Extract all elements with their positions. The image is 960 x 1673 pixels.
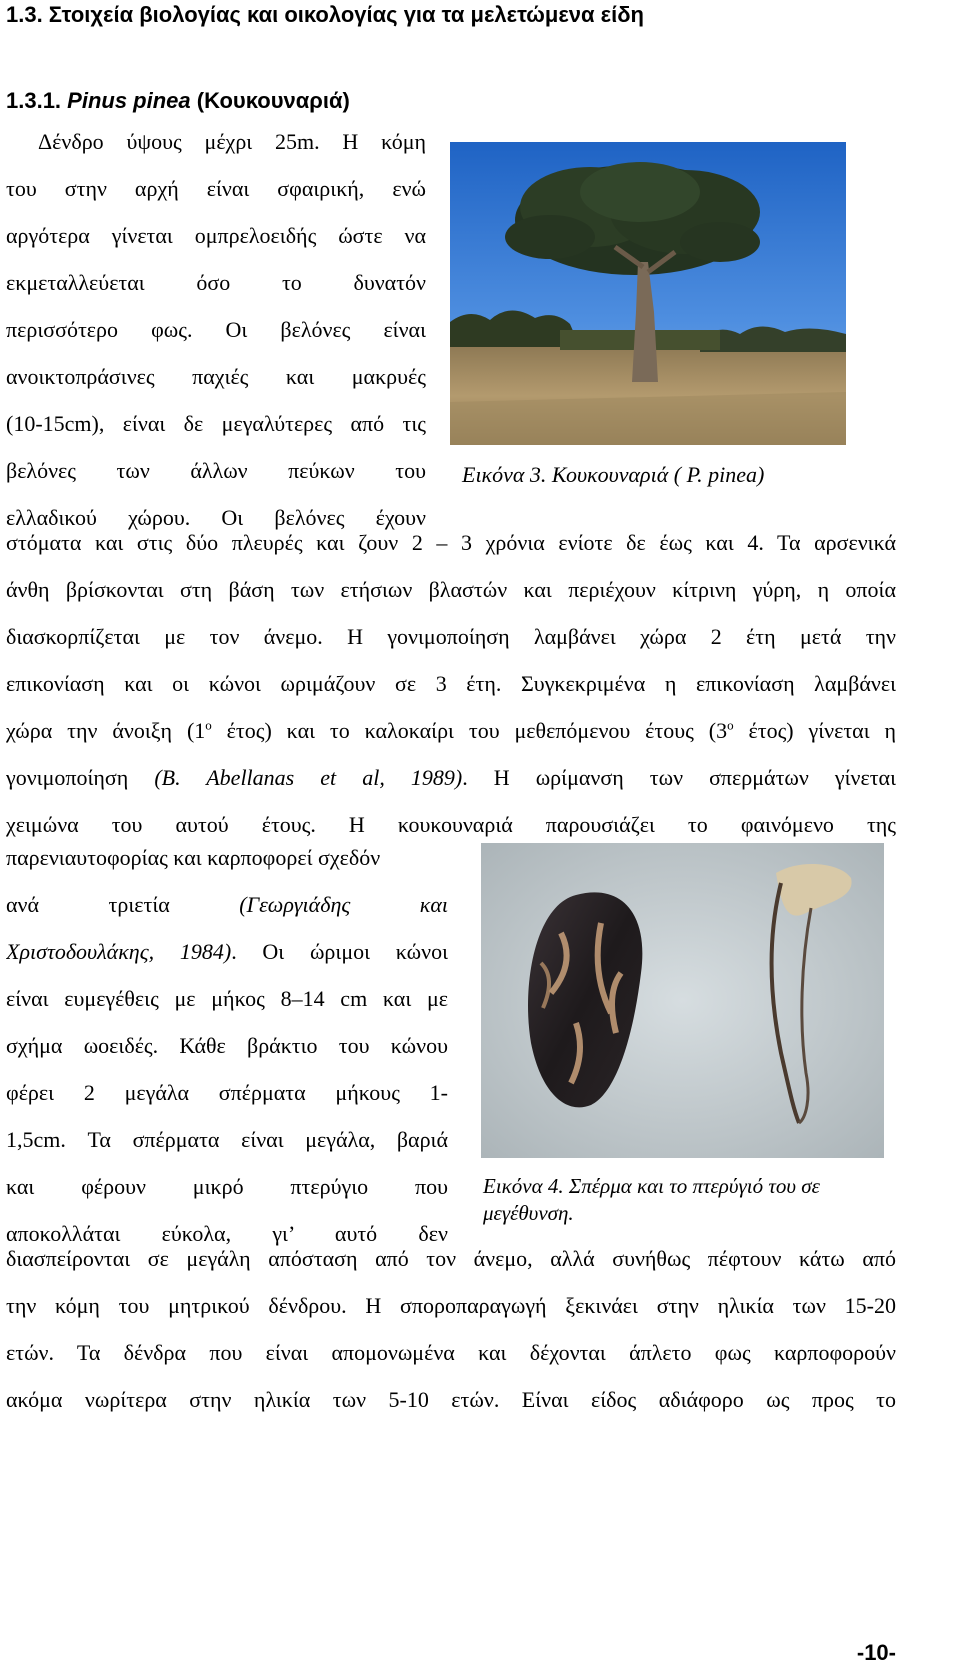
figure-3-caption: Εικόνα 3. Κουκουναριά ( P. pinea) xyxy=(462,462,765,487)
subsection-title xyxy=(6,88,350,114)
text-fragment: ανά τριετία xyxy=(6,892,240,917)
seed-and-wing-photo xyxy=(481,843,884,1158)
text-line: επικονίαση και οι κώνοι ωριμάζουν σε 3 έτη. Συγκεκριμένα η επικονίαση λαμβάνει xyxy=(6,671,896,696)
pine-tree-photo xyxy=(450,142,846,445)
text-line: είναι ευμεγέθεις με μήκος 8–14 cm και με xyxy=(6,986,448,1011)
text-line: Δένδρο ύψους μέχρι 25m. Η κόμη xyxy=(38,129,426,154)
text-line xyxy=(6,881,448,928)
full-paragraph-block-1 xyxy=(6,519,896,848)
text-line xyxy=(6,928,448,975)
citation: (B. Abellanas et al, 1989) xyxy=(154,765,463,790)
text-line: ελλαδικού χώρου. Οι βελόνες έχουν xyxy=(6,505,426,530)
text-line: σχήμα ωοειδές. Κάθε βράκτιο του κώνου xyxy=(6,1033,448,1058)
text-line: αργότερα γίνεται ομπρελοειδής ώστε να xyxy=(6,223,426,248)
common-name: (Κουκουναριά) xyxy=(196,88,350,113)
text-fragment: χώρα την άνοιξη (1 xyxy=(6,718,206,743)
text-line: βελόνες των άλλων πεύκων του xyxy=(6,458,426,483)
text-line: την κόμη του μητρικού δένδρου. Η σποροπαραγωγή ξεκινάει στην ηλικία των 15-20 xyxy=(6,1293,896,1318)
full-paragraph-block-2 xyxy=(6,1235,896,1423)
text-line: (10-15cm), είναι δε μεγαλύτερες από τις xyxy=(6,411,426,436)
species-name: Pinus pinea xyxy=(67,88,191,113)
citation: (Γεωργιάδης και xyxy=(239,892,448,917)
pine-tree-illustration xyxy=(450,142,846,445)
text-fragment: έτος) και το καλοκαίρι του μεθεπόμενου έτους (3 xyxy=(211,718,728,743)
text-line: χειμώνα του αυτού έτους. Η κουκουναριά παρουσιάζει το φαινόμενο της xyxy=(6,812,896,837)
text-fragment: έτος) γίνεται η xyxy=(733,718,896,743)
text-line: ακόμα νωρίτερα στην ηλικία των 5-10 ετών. Είναι είδος αδιάφορο ως προς το xyxy=(6,1387,896,1412)
text-fragment: . Η ωρίμανση των σπερμάτων γίνεται xyxy=(462,765,896,790)
text-line: περισσότερο φως. Οι βελόνες είναι xyxy=(6,317,426,342)
figure-4-caption xyxy=(483,1174,820,1226)
text-line: στόματα και στις δύο πλευρές και ζουν 2 – 3 χρόνια ενίοτε δε έως και 4. Τα αρσενικά xyxy=(6,530,896,555)
superscript: ο xyxy=(727,717,734,733)
text-line: του στην αρχή είναι σφαιρική, ενώ xyxy=(6,176,426,201)
left-paragraph-block-1 xyxy=(6,118,426,541)
subsection-number: 1.3.1. xyxy=(6,88,62,113)
caption-line: Εικόνα 4. Σπέρμα και το πτερύγιό του σε xyxy=(483,1174,820,1198)
text-fragment: . Οι ώριμοι κώνοι xyxy=(231,939,448,964)
text-line: άνθη βρίσκονται στη βάση των ετήσιων βλαστών και περιέχουν κίτρινη γύρη, η οποία xyxy=(6,577,896,602)
text-line: διασκορπίζεται με τον άνεμο. Η γονιμοποίηση λαμβάνει χώρα 2 έτη μετά την xyxy=(6,624,896,649)
seed-illustration xyxy=(481,843,884,1158)
text-line: ετών. Τα δένδρα που είναι απομονωμένα και δέχονται άπλετο φως καρποφορούν xyxy=(6,1340,896,1365)
text-line: ανοικτοπράσινες παχιές και μακρυές xyxy=(6,364,426,389)
page-number: -10- xyxy=(856,1640,896,1665)
text-line: παρενιαυτοφορίας και καρποφορεί σχεδόν xyxy=(6,845,381,870)
text-line: φέρει 2 μεγάλα σπέρματα μήκους 1- xyxy=(6,1080,448,1105)
text-line xyxy=(6,754,896,801)
caption-line: μεγέθυνση. xyxy=(483,1201,574,1225)
superscript: ο xyxy=(205,717,212,733)
text-line: και φέρουν μικρό πτερύγιο που xyxy=(6,1174,448,1199)
section-title: 1.3. Στοιχεία βιολογίας και οικολογίας για τα μελετώμενα είδη xyxy=(6,2,644,27)
text-line: εκμεταλλεύεται όσο το δυνατόν xyxy=(6,270,426,295)
left-paragraph-block-2 xyxy=(6,834,448,1257)
text-line: διασπείρονται σε μεγάλη απόσταση από τον άνεμο, αλλά συνήθως πέφτουν κάτω από xyxy=(6,1246,896,1271)
text-line: αποκολλάται εύκολα, γι’ αυτό δεν xyxy=(6,1221,448,1246)
text-line xyxy=(6,707,896,754)
text-line: 1,5cm. Τα σπέρματα είναι μεγάλα, βαριά xyxy=(6,1127,448,1152)
text-fragment: γονιμοποίηση xyxy=(6,765,155,790)
citation: Χριστοδουλάκης, 1984) xyxy=(6,939,232,964)
